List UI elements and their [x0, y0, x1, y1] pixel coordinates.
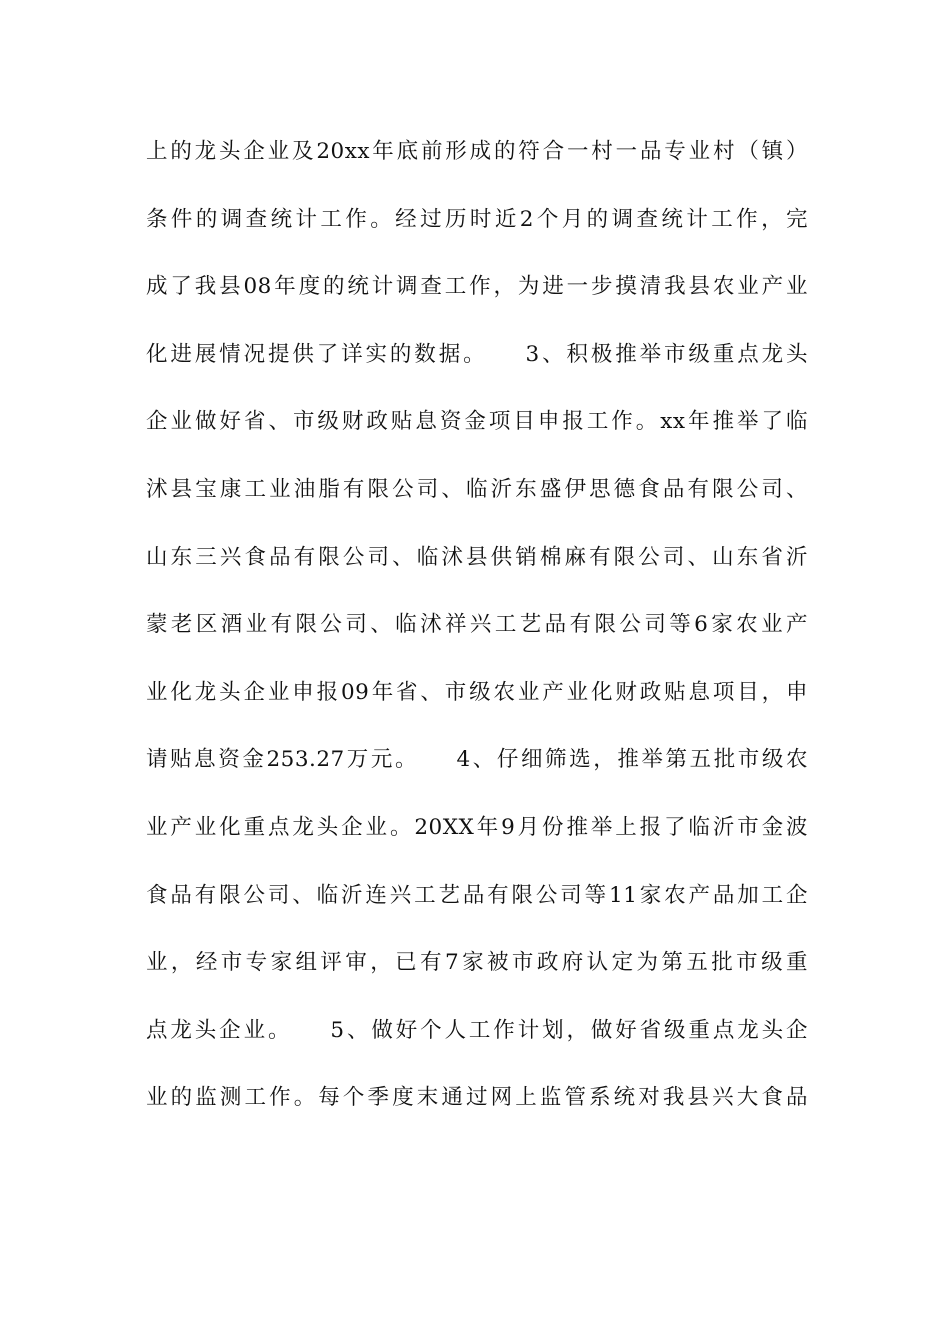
- text-line-10: 请贴息资金253.27万元。 4、仔细筛选，推举第五批市级农: [146, 747, 808, 773]
- body-text: [146, 132, 808, 1146]
- text-line-14: 点龙头企业。 5、做好个人工作计划，做好省级重点龙头企: [146, 1017, 808, 1043]
- text-line-9: 业化龙头企业申报09年省、市级农业产业化财政贴息项目，申: [146, 679, 808, 705]
- text-line-5: 企业做好省、市级财政贴息资金项目申报工作。xx年推举了临: [146, 409, 808, 435]
- text-line-8: 蒙老区酒业有限公司、临沭祥兴工艺品有限公司等6家农业产: [146, 612, 808, 638]
- text-line-4: 化进展情况提供了详实的数据。 3、积极推举市级重点龙头: [146, 341, 808, 367]
- text-line-15: 业的监测工作。每个季度末通过网上监管系统对我县兴大食品: [146, 1085, 808, 1111]
- text-line-11: 业产业化重点龙头企业。20XX年9月份推举上报了临沂市金波: [146, 814, 808, 840]
- text-line-13: 业，经市专家组评审，已有7家被市政府认定为第五批市级重: [146, 950, 808, 976]
- text-line-1: 上的龙头企业及20xx年底前形成的符合一村一品专业村（镇）: [146, 139, 808, 164]
- text-line-7: 山东三兴食品有限公司、临沭县供销棉麻有限公司、山东省沂: [146, 544, 808, 570]
- text-line-6: 沭县宝康工业油脂有限公司、临沂东盛伊思德食品有限公司、: [146, 476, 808, 502]
- text-line-2: 条件的调查统计工作。经过历时近2个月的调查统计工作，完: [146, 206, 808, 232]
- text-line-3: 成了我县08年度的统计调查工作，为进一步摸清我县农业产业: [146, 274, 808, 300]
- text-line-12: 食品有限公司、临沂连兴工艺品有限公司等11家农产品加工企: [146, 882, 808, 908]
